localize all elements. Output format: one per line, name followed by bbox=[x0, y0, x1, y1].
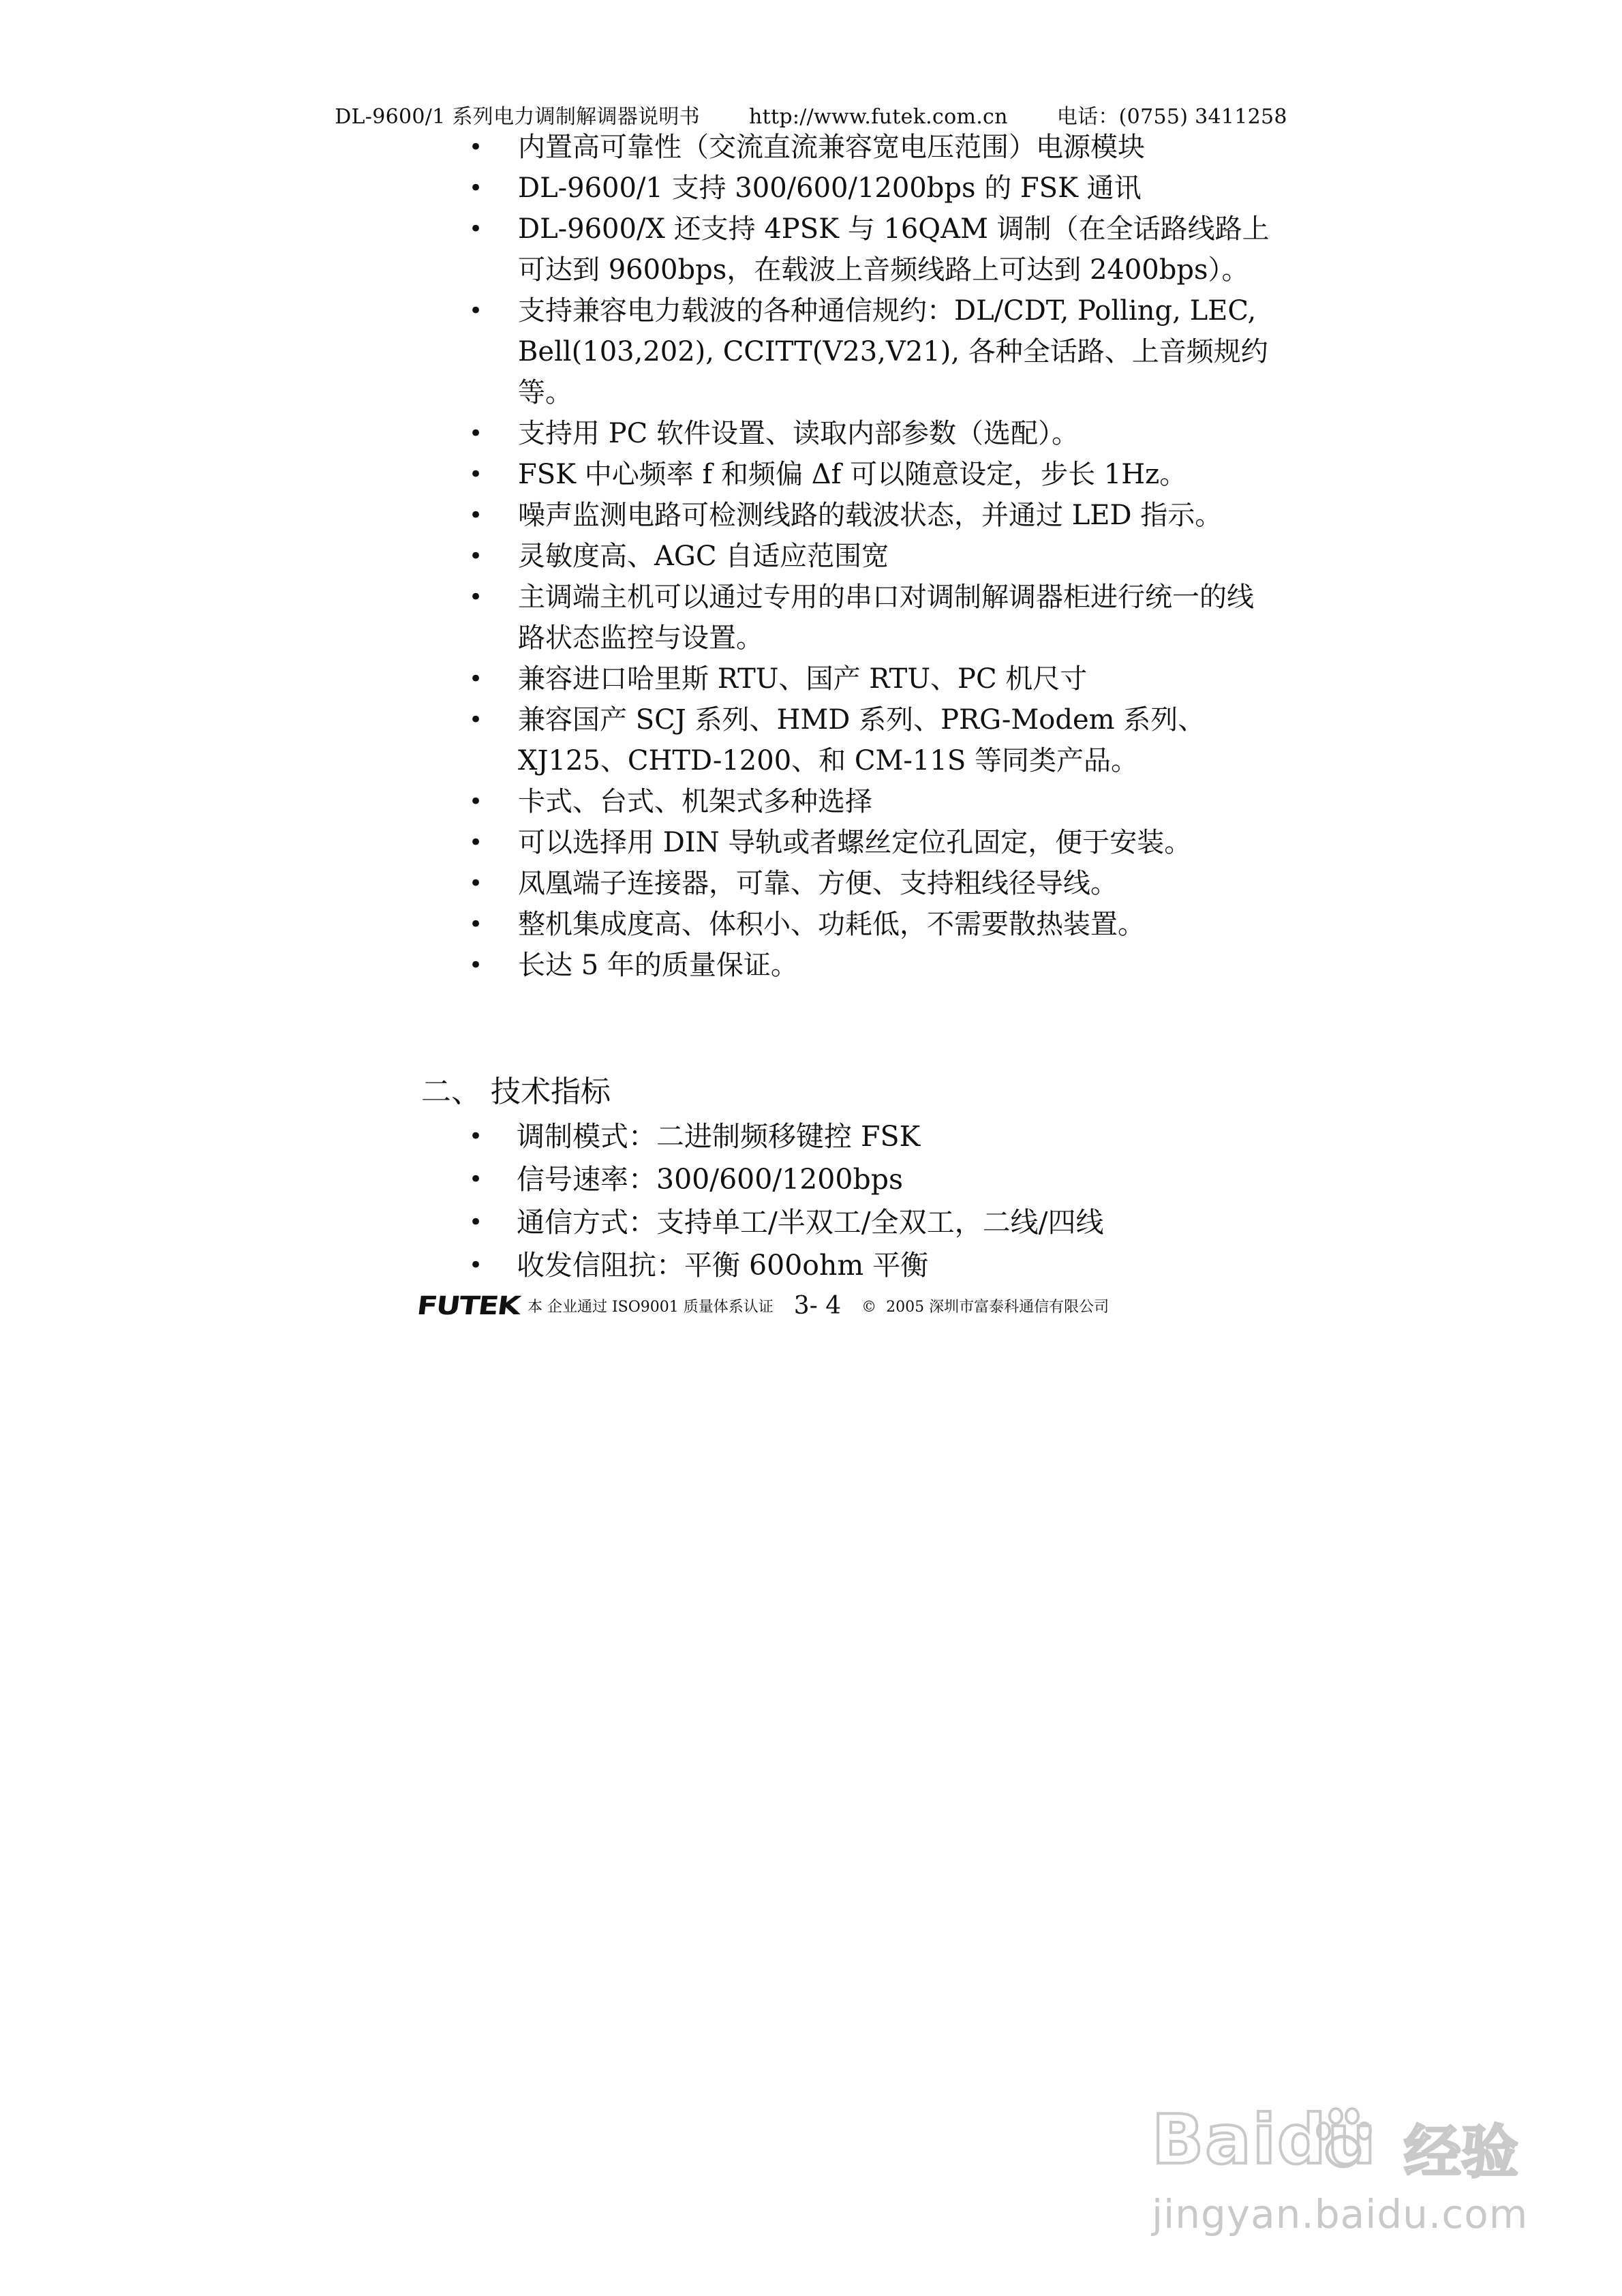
baidu-logo: Baidu bbox=[1152, 2100, 1377, 2179]
bullet-icon: • bbox=[469, 1252, 483, 1279]
bullet-icon: • bbox=[469, 420, 483, 447]
header-title: DL-9600/1 系列电力调制解调器说明书 bbox=[335, 105, 700, 129]
list-item: • 支持用 PC 软件设置、读取内部参数（选配）。 bbox=[0, 413, 1281, 454]
list-item: • 长达 5 年的质量保证。 bbox=[0, 945, 1281, 986]
bullet-icon: • bbox=[469, 543, 483, 570]
header-url: http://www.futek.com.cn bbox=[748, 105, 1008, 129]
list-item: • DL-9600/X 还支持 4PSK 与 16QAM 调制（在全话路线路上可达到 9600bps，在载波上音频线路上可达到 2400bps）。 bbox=[0, 209, 1281, 290]
bullet-icon: • bbox=[469, 1123, 483, 1150]
bullet-icon: • bbox=[469, 502, 483, 529]
bullet-icon: • bbox=[469, 952, 483, 979]
list-item: • 兼容进口哈里斯 RTU、国产 RTU、PC 机尺寸 bbox=[0, 659, 1281, 699]
spec-list bbox=[0, 1115, 1622, 1287]
bullet-icon: • bbox=[469, 175, 483, 202]
bullet-icon: • bbox=[469, 665, 483, 693]
paw-icon bbox=[1314, 2106, 1373, 2172]
jingyan-text: 经验 bbox=[1404, 2119, 1519, 2186]
bullet-icon: • bbox=[469, 584, 483, 611]
header-phone: 电话：(0755) 3411258 bbox=[1056, 105, 1287, 129]
list-item: • 主调端主机可以通过专用的串口对调制解调器柜进行统一的线路状态监控与设置。 bbox=[0, 577, 1281, 659]
bullet-icon: • bbox=[469, 1209, 483, 1236]
list-item: • 灵敏度高、AGC 自适应范围宽 bbox=[0, 536, 1281, 577]
list-item: • 调制模式：二进制频移键控 FSK bbox=[0, 1115, 1280, 1158]
bullet-icon: • bbox=[469, 911, 483, 938]
bullet-icon: • bbox=[469, 1166, 483, 1193]
list-item: • 整机集成度高、体积小、功耗低，不需要散热装置。 bbox=[0, 904, 1281, 945]
bullet-icon: • bbox=[469, 134, 483, 161]
page-header bbox=[0, 100, 1622, 130]
list-item: • 凤凰端子连接器，可靠、方便、支持粗线径导线。 bbox=[0, 863, 1281, 904]
bullet-icon: • bbox=[469, 829, 483, 856]
list-item: • 可以选择用 DIN 导轨或者螺丝定位孔固定，便于安装。 bbox=[0, 822, 1281, 863]
watermark-url: jingyan.baidu.com bbox=[1152, 2191, 1529, 2237]
list-item: • 兼容国产 SCJ 系列、HMD 系列、PRG-Modem 系列、XJ125、CHTD-1200、和 CM-11S 等同类产品。 bbox=[0, 699, 1281, 781]
page-number: 3- 4 bbox=[793, 1291, 842, 1320]
certification-text: 本 企业通过 ISO9001 质量体系认证 bbox=[527, 1298, 774, 1316]
baidu-watermark bbox=[1152, 2100, 1533, 2250]
futek-logo: FUTEK bbox=[415, 1290, 521, 1320]
bullet-icon: • bbox=[469, 461, 483, 488]
list-item: • FSK 中心频率 f 和频偏 Δf 可以随意设定，步长 1Hz。 bbox=[0, 454, 1281, 495]
list-item: • 支持兼容电力载波的各种通信规约：DL/CDT, Polling, LEC, Bell(103,202), CCITT(V23,V21), 各种全话路、上音频规约等。 bbox=[0, 290, 1281, 413]
copyright-text: © 2005 深圳市富泰科通信有限公司 bbox=[861, 1298, 1110, 1316]
list-item: • 内置高可靠性（交流直流兼容宽电压范围）电源模块 bbox=[0, 127, 1281, 168]
feature-list bbox=[0, 127, 1622, 986]
bullet-icon: • bbox=[469, 215, 483, 243]
list-item: • 噪声监测电路可检测线路的载波状态，并通过 LED 指示。 bbox=[0, 495, 1281, 536]
list-item: • 卡式、台式、机架式多种选择 bbox=[0, 781, 1281, 822]
list-item: • 通信方式：支持单工/半双工/全双工，二线/四线 bbox=[0, 1201, 1280, 1244]
list-item: • 信号速率：300/600/1200bps bbox=[0, 1158, 1280, 1201]
list-item: • DL-9600/1 支持 300/600/1200bps 的 FSK 通讯 bbox=[0, 168, 1281, 209]
list-item: • 收发信阻抗：平衡 600ohm 平衡 bbox=[0, 1244, 1280, 1287]
page-footer bbox=[417, 1288, 1109, 1323]
bullet-icon: • bbox=[469, 706, 483, 734]
bullet-icon: • bbox=[469, 788, 483, 815]
bullet-icon: • bbox=[469, 297, 483, 324]
section-heading: 二、 技术指标 bbox=[421, 1074, 611, 1109]
bullet-icon: • bbox=[469, 870, 483, 897]
